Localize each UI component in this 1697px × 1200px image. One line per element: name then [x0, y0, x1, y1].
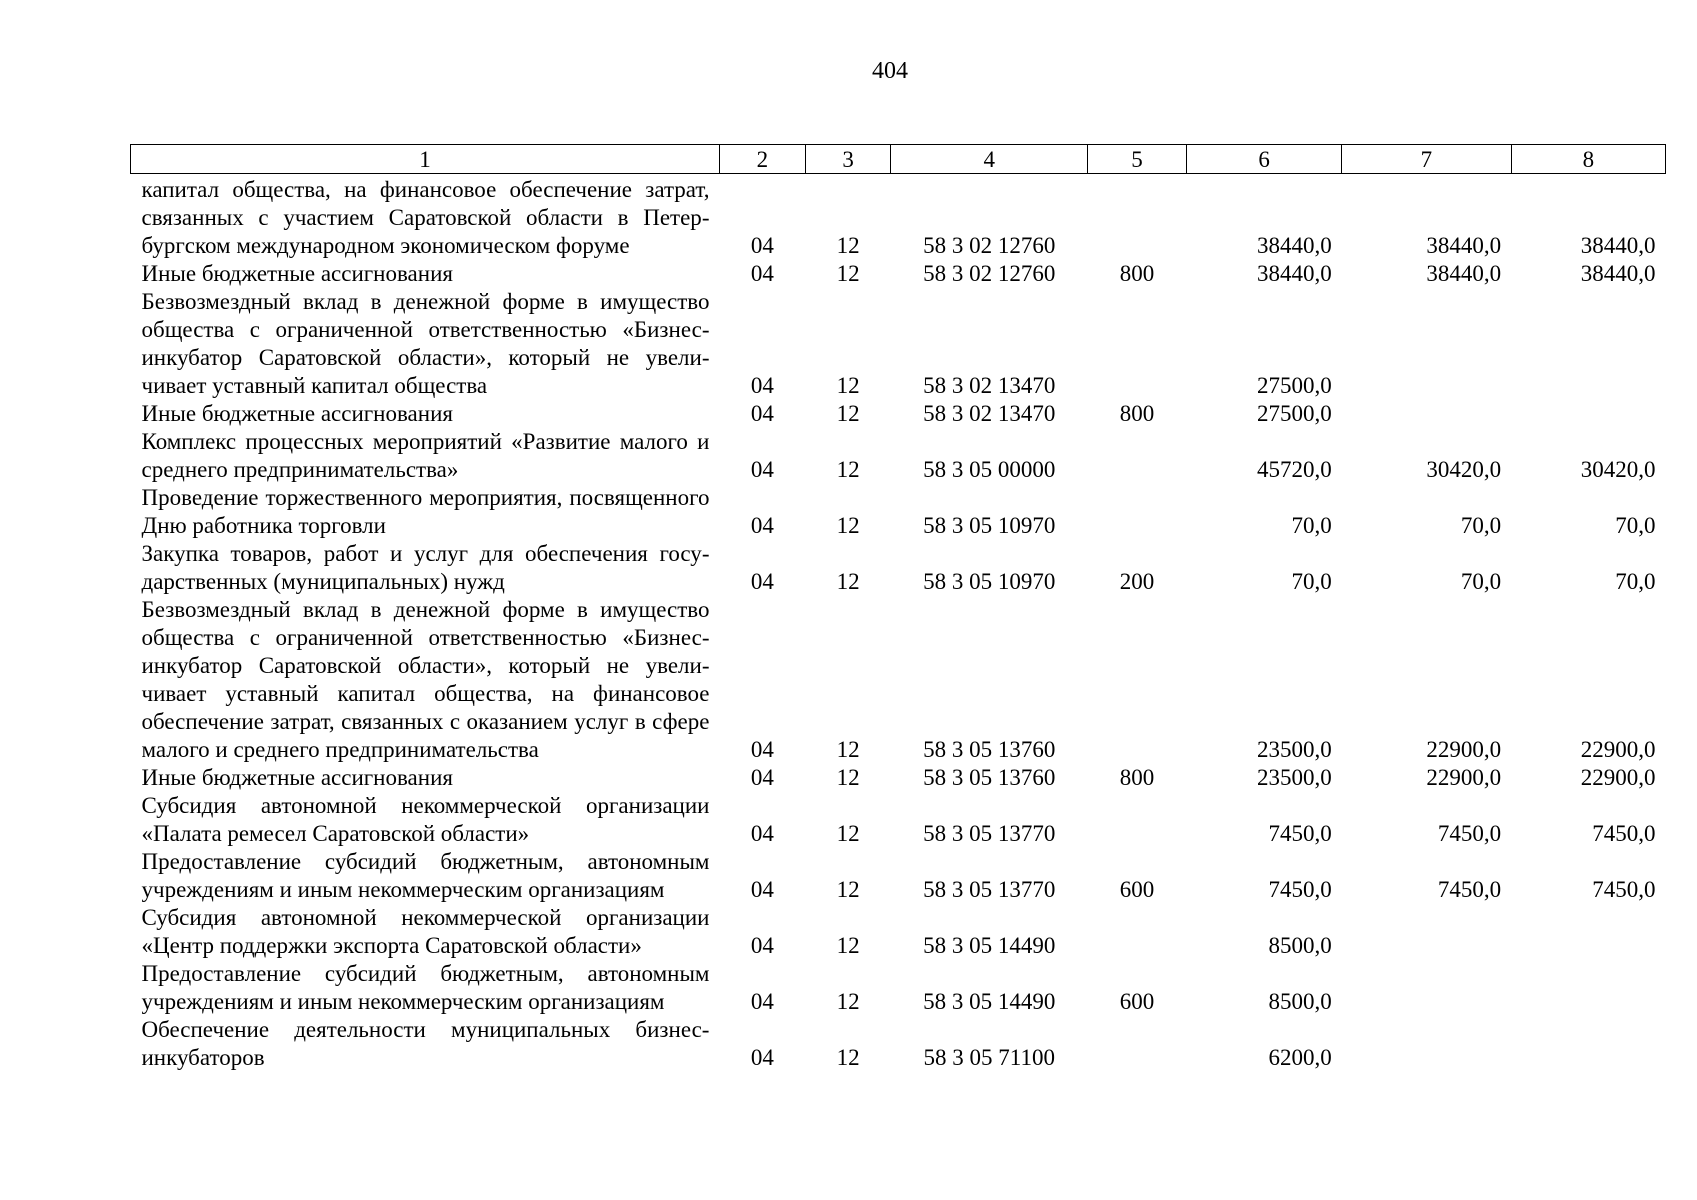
row-name: Иные бюджетные ассигнования	[141, 401, 453, 426]
subsection-code: 12	[836, 989, 860, 1014]
table-row	[131, 764, 1666, 792]
amount-year-1: 70,0	[1291, 513, 1332, 538]
amount-year-2: 30420,0	[1426, 457, 1502, 482]
section-code: 04	[750, 261, 774, 286]
section-code: 04	[750, 737, 774, 762]
target-code: 58 3 05 10970	[923, 569, 1056, 594]
amount-year-1: 27500,0	[1256, 401, 1332, 426]
target-code: 58 3 05 13770	[923, 877, 1056, 902]
amount-year-3	[1511, 904, 1665, 960]
subsection-code: 12	[836, 821, 860, 846]
section-code: 04	[750, 569, 774, 594]
amount-year-2: 38440,0	[1426, 261, 1502, 286]
subsection-code: 12	[836, 933, 860, 958]
table-row	[131, 848, 1666, 904]
column-header: 4	[891, 145, 1088, 174]
subsection-code: 12	[836, 457, 860, 482]
amount-year-3: 70,0	[1615, 569, 1656, 594]
amount-year-2: 38440,0	[1426, 233, 1502, 258]
row-name: Проведение торжественного мероприятия, посвященного Дню работника торговли	[141, 485, 710, 538]
subsection-code: 12	[836, 765, 860, 790]
table-row	[131, 260, 1666, 288]
amount-year-1: 70,0	[1291, 569, 1332, 594]
amount-year-1: 38440,0	[1256, 233, 1332, 258]
row-name: Предоставление субсидий бюджетным, автономным учреждениям и иным некоммерческим организациям	[141, 961, 710, 1014]
amount-year-2	[1342, 400, 1511, 428]
column-header: 3	[805, 145, 891, 174]
target-code: 58 3 05 13770	[923, 821, 1056, 846]
target-code: 58 3 05 00000	[923, 457, 1056, 482]
amount-year-2: 22900,0	[1426, 765, 1502, 790]
row-name: Субсидия автономной некоммерческой организации «Центр поддержки экспорта Саратовской области»	[141, 905, 710, 958]
subsection-code: 12	[836, 877, 860, 902]
row-name: Комплекс процессных мероприятий «Развитие малого и среднего предпринимательства»	[141, 429, 710, 482]
target-code: 58 3 05 13760	[923, 737, 1056, 762]
amount-year-1: 38440,0	[1256, 261, 1332, 286]
amount-year-2: 7450,0	[1437, 821, 1502, 846]
table-body	[131, 174, 1666, 1073]
table-row	[131, 540, 1666, 596]
column-number-row	[131, 145, 1666, 174]
expense-type-code	[1088, 174, 1187, 261]
target-code: 58 3 02 12760	[923, 261, 1056, 286]
row-name: Безвозмездный вклад в денежной форме в имущество общества с ограниченной ответственностью «Бизнес-инкубатор Саратовской области», который не увеличивает уставный капитал общества	[141, 289, 710, 398]
section-code: 04	[750, 989, 774, 1014]
subsection-code: 12	[836, 233, 860, 258]
target-code: 58 3 02 12760	[923, 233, 1056, 258]
table-row	[131, 400, 1666, 428]
table-row	[131, 596, 1666, 764]
table-row	[131, 288, 1666, 400]
table-row	[131, 960, 1666, 1016]
column-header: 7	[1342, 145, 1511, 174]
amount-year-3: 22900,0	[1580, 737, 1656, 762]
section-code: 04	[750, 765, 774, 790]
amount-year-3	[1511, 400, 1665, 428]
amount-year-3: 38440,0	[1580, 233, 1656, 258]
expense-type-code: 600	[1119, 989, 1155, 1014]
row-name: Субсидия автономной некоммерческой организации «Палата ремесел Саратовской области»	[141, 793, 710, 846]
column-header: 2	[719, 145, 805, 174]
row-name: Иные бюджетные ассигнования	[141, 765, 453, 790]
amount-year-1: 8500,0	[1268, 933, 1332, 958]
table-row	[131, 484, 1666, 540]
amount-year-2: 7450,0	[1437, 877, 1502, 902]
expense-type-code	[1088, 904, 1187, 960]
amount-year-1: 6200,0	[1268, 1045, 1332, 1070]
target-code: 58 3 05 14490	[923, 989, 1056, 1014]
row-name: Закупка товаров, работ и услуг для обеспечения государственных (муниципальных) нужд	[141, 541, 710, 594]
section-code: 04	[750, 457, 774, 482]
target-code: 58 3 05 10970	[923, 513, 1056, 538]
section-code: 04	[750, 513, 774, 538]
amount-year-1: 8500,0	[1268, 989, 1332, 1014]
column-header: 6	[1186, 145, 1341, 174]
target-code: 58 3 02 13470	[923, 401, 1056, 426]
table-row	[131, 1016, 1666, 1072]
expense-type-code	[1088, 792, 1187, 848]
section-code: 04	[750, 401, 774, 426]
budget-table	[130, 144, 1666, 1072]
amount-year-2	[1342, 904, 1511, 960]
table-row	[131, 792, 1666, 848]
amount-year-2	[1342, 1016, 1511, 1072]
column-header: 5	[1088, 145, 1187, 174]
row-name: Иные бюджетные ассигнования	[141, 261, 453, 286]
row-name: капитал общества, на финансовое обеспечение затрат, связанных с участием Саратовской области в Петербургском международном экономическом форуме	[141, 177, 710, 258]
table-row	[131, 174, 1666, 261]
amount-year-3	[1511, 1016, 1665, 1072]
subsection-code: 12	[836, 569, 860, 594]
subsection-code: 12	[836, 737, 860, 762]
amount-year-1: 45720,0	[1256, 457, 1332, 482]
row-name: Предоставление субсидий бюджетным, автономным учреждениям и иным некоммерческим организациям	[141, 849, 710, 902]
expense-type-code: 800	[1119, 401, 1155, 426]
expense-type-code	[1088, 428, 1187, 484]
table-row	[131, 904, 1666, 960]
expense-type-code: 600	[1119, 877, 1155, 902]
subsection-code: 12	[836, 373, 860, 398]
subsection-code: 12	[836, 401, 860, 426]
row-name: Обеспечение деятельности муниципальных бизнес-инкубаторов	[141, 1017, 710, 1070]
expense-type-code	[1088, 1016, 1187, 1072]
amount-year-3: 7450,0	[1592, 877, 1656, 902]
amount-year-3: 30420,0	[1580, 457, 1656, 482]
section-code: 04	[750, 877, 774, 902]
amount-year-2: 70,0	[1460, 513, 1502, 538]
amount-year-3: 70,0	[1615, 513, 1656, 538]
target-code: 58 3 05 71100	[923, 1045, 1055, 1070]
amount-year-3: 22900,0	[1580, 765, 1656, 790]
page-number: 404	[872, 58, 908, 84]
amount-year-1: 27500,0	[1256, 373, 1332, 398]
section-code: 04	[750, 821, 774, 846]
amount-year-2: 22900,0	[1426, 737, 1502, 762]
amount-year-2: 70,0	[1460, 569, 1502, 594]
target-code: 58 3 05 13760	[923, 765, 1056, 790]
column-header: 8	[1511, 145, 1665, 174]
section-code: 04	[750, 933, 774, 958]
subsection-code: 12	[836, 513, 860, 538]
amount-year-3	[1511, 960, 1665, 1016]
amount-year-1: 23500,0	[1256, 737, 1332, 762]
expense-type-code: 200	[1119, 569, 1155, 594]
amount-year-2	[1342, 960, 1511, 1016]
amount-year-1: 7450,0	[1268, 821, 1332, 846]
target-code: 58 3 05 14490	[923, 933, 1056, 958]
amount-year-3: 38440,0	[1580, 261, 1656, 286]
column-header: 1	[131, 145, 720, 174]
table-row	[131, 428, 1666, 484]
amount-year-1: 23500,0	[1256, 765, 1332, 790]
target-code: 58 3 02 13470	[923, 373, 1056, 398]
subsection-code: 12	[836, 1045, 860, 1070]
expense-type-code	[1088, 288, 1187, 400]
expense-type-code: 800	[1119, 261, 1155, 286]
section-code: 04	[750, 373, 774, 398]
section-code: 04	[750, 1045, 774, 1070]
expense-type-code	[1088, 484, 1187, 540]
amount-year-3: 7450,0	[1592, 821, 1656, 846]
amount-year-3	[1511, 288, 1665, 400]
amount-year-2	[1342, 288, 1511, 400]
amount-year-1: 7450,0	[1268, 877, 1332, 902]
section-code: 04	[750, 233, 774, 258]
subsection-code: 12	[836, 261, 860, 286]
expense-type-code: 800	[1119, 765, 1155, 790]
row-name: Безвозмездный вклад в денежной форме в имущество общества с ограниченной ответственностью «Бизнес-инкубатор Саратовской области», который не увеличивает уставный капитал общества, на финансовое обеспечение затрат, связанных с оказанием услуг в сфере малого и среднего предпринимательства	[141, 597, 710, 762]
expense-type-code	[1088, 596, 1187, 764]
